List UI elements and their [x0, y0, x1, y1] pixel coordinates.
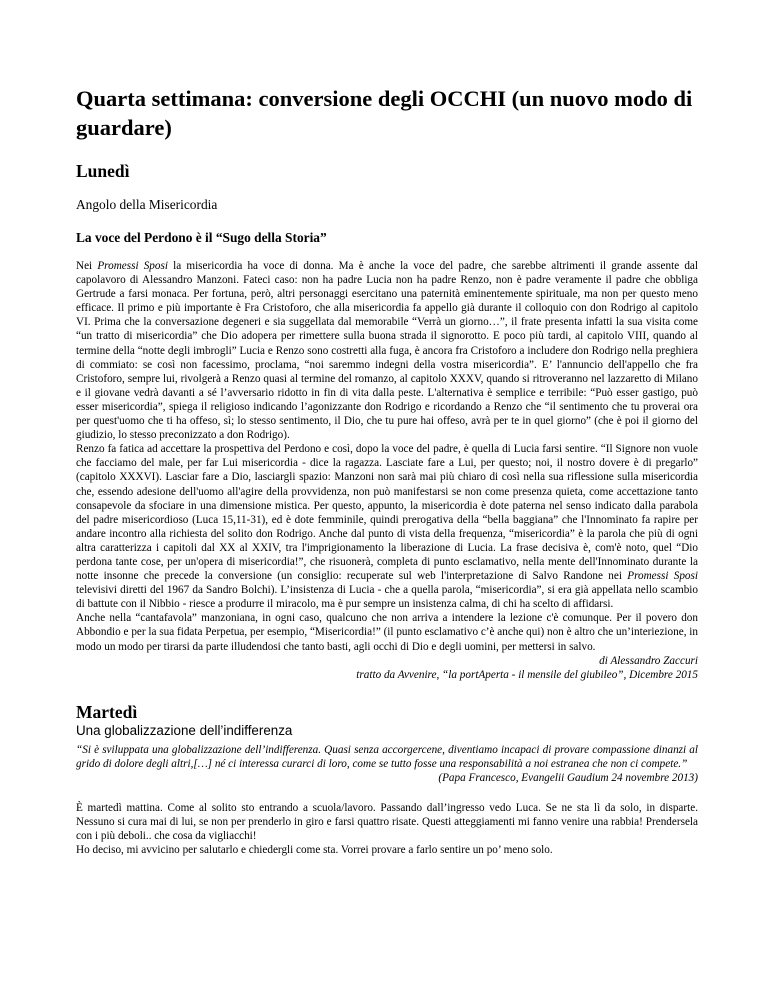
article-heading: La voce del Perdono è il “Sugo della Storia”: [76, 230, 327, 245]
day-heading-tuesday: Martedì: [76, 701, 138, 722]
document-page: [76, 84, 698, 857]
day-heading-monday: Lunedì: [76, 161, 130, 181]
page-title: Quarta settimana: conversione degli OCCHI (un nuovo modo di guardare): [76, 86, 693, 140]
story-paragraph-2: Ho deciso, mi avvicino per salutarlo e chiedergli come sta. Vorrei provare a farlo sentire un po’ meno solo.: [76, 844, 553, 857]
article-source: tratto da Avvenire, “la portAperta - il mensile del giubileo”, Dicembre 2015: [356, 668, 698, 681]
section-title-tuesday: Una globalizzazione dell’indifferenza: [76, 722, 293, 738]
article-author: di Alessandro Zaccuri: [599, 654, 698, 667]
article-paragraph-1: Nei Promessi Sposi la misericordia ha voce di donna. Ma è anche la voce del padre, che sarebbe altrimenti il grande assente dal capolavoro di Alessandro Manzoni. Fateci caso: non ha padre Lucia non ha padre Renzo, non è padre veramente il padre che obbliga Gertrude a farsi monaca. Per fortuna, però, altri personaggi esercitano una paternità eminentemente spirituale, ma non per questo meno efficace. Il primo e più importante è Fra Cristoforo, che alla misericordia fa appello già durante il colloquio con don Rodrigo al capitolo VI. Prima che la conversazione degeneri e sia suggellata dal memorabile “Verrà un giorno…”, il frate presenta infatti la sua visita come “un tratto di misericordia” che Dio adopera per rimettere sulla buona strada il signorotto. E poco più tardi, al capitolo VIII, quando al termine della “notte degli imbrogli” Lucia e Renzo sono costretti alla fuga, è ancora fra Cristoforo a includere don Rodrigo nella preghiera di commiato: se così non facessimo, proclama, “noi saremmo indegni della vostra misericordia”. E’ l'annuncio dell'appello che fra Cristoforo, sempre lui, rivolgerà a Renzo quasi al termine del romanzo, al capitolo XXXV, quando si ritroveranno nel lazzaretto di Milano e il giovane vedrà davanti a sé l’avversario ridotto in fin di vita dalla peste. L'alternativa è semplice e terribile: “Può esser gastigo, può esser misericordia”, spiega il religioso indicando l’agonizzante don Rodrigo e ricordando a Renzo che “il sentimento che tu proverai ora per quest'uomo che ti ha offeso, sì; lo stesso sentimento, il Dio, che tu pure hai offeso, avrà per te in quel giorno” (che è poi il giorno del giudizio, lo stesso preconizzato a don Rodrigo).: [76, 260, 699, 442]
article-paragraph-3: Anche nella “cantafavola” manzoniana, in ogni caso, qualcuno che non arriva a intendere la lezione c'è comunque. Per il povero don Abbondio e per la sua fidata Perpetua, per esempio, “Misericordia!” (il punto esclamativo c’è anche qui) non è altro che un’interiezione, in modo un modo per tirarsi da parte illudendosi che tanto basti, agli occhi di Dio e degli uomini, per mettersi in salvo.: [76, 612, 698, 653]
article-paragraph-2: Renzo fa fatica ad accettare la prospettiva del Perdono e così, dopo la voce del padre, è quella di Lucia farsi sentire. “Il Signore non vuole che facciamo del male, per far Lui misericordia - dice la ragazza. Lasciate fare a Lui, per questo; noi, il nostro dovere è di pregarlo” (capitolo XXXVI). Lasciar fare a Dio, lasciargli spazio: Manzoni non sarà mai più chiaro di così nella sua riflessione sulla misericordia che, essendo adesione dell'uomo all'agire della provvidenza, non può manifestarsi se non come presenza quieta, come accettazione tanto consapevole da sfociare in una dimensione mistica. Per questo, appunto, la misericordia è dote paterna nel senso indicato dalla parabola del padre misericordioso (Luca 15,11-31), ed è dote femminile, quindi prerogativa della “bella baggiana” che l'Innominato fa rapire per andare incontro alla richiesta del solito don Rodrigo. Anche dal punto di vista della frequenza, “misericordia” è la parola che più di ogni altra caratterizza i capitoli dal XX al XXIV, tra l'imprigionamento la liberazione di Lucia. La frase decisiva è, com'è noto, quel “Dio perdona tante cose, per un'opera di misericordia!”, che risuonerà, completa di punto esclamativo, nella mente dell'Innominato durante la notte insonne che precede la conversione (un consiglio: recuperate sul web l'interpretazione di Salvo Randone nei Promessi Sposi televisivi diretti del 1967 da Sandro Bolchi). L’insistenza di Lucia - che a quella parola, “misericordia”, si era già appellata nello scambio di battute con il Nibbio - riesce a produrre il miracolo, ma è pur sempre un insistenza calma, di chi ha scelto di affidarsi.: [76, 443, 698, 611]
pope-quote: “Si è sviluppata una globalizzazione dell’indifferenza. Quasi senza accorgercene, diventiamo incapaci di provare compassione dinanzi al grido di dolore degli altri,[…] né ci interessa curarci di loro, come se tutto fosse una responsabilità a noi estranea che non ci compete.”: [76, 743, 698, 770]
quote-source: (Papa Francesco, Evangelii Gaudium 24 novembre 2013): [438, 772, 698, 784]
book-title: Promessi Sposi: [627, 570, 698, 583]
story-paragraph-1: È martedì mattina. Come al solito sto entrando a scuola/lavoro. Passando dall’ingresso vedo Luca. Se ne sta lì da solo, in disparte. Nessuno si cura mai di lui, se non per prenderlo in giro e farsi quattro risate. Questi atteggiamenti mi fanno venire una rabbia! Prendersela con i più deboli.. che cosa da vigliacchi!: [76, 802, 698, 843]
book-title: Promessi Sposi: [97, 260, 168, 272]
section-title-monday: Angolo della Misericordia: [76, 197, 218, 212]
